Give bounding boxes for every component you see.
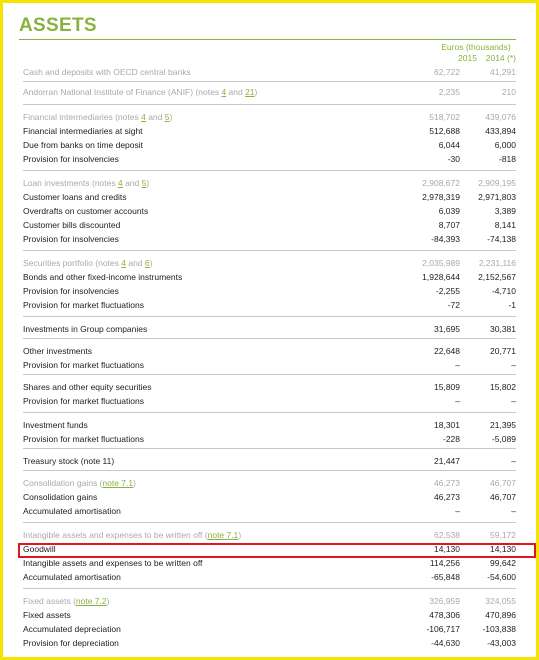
units-label: Euros (thousands): [441, 42, 511, 52]
value-2014: 21,395: [490, 420, 516, 430]
row-label-joiner: and: [126, 258, 145, 268]
value-2015: –: [455, 396, 460, 406]
value-2015: 326,959: [429, 596, 460, 606]
table-row: [23, 125, 516, 138]
section-row: [23, 86, 516, 99]
value-2015: -44,630: [431, 638, 460, 648]
value-2015: -2,255: [435, 286, 460, 296]
table-row: [23, 381, 516, 394]
note-link[interactable]: note 7.2: [75, 596, 107, 606]
title-divider: [19, 39, 516, 40]
value-2014: 3,389: [494, 206, 516, 216]
row-label-text: Cash and deposits with OECD central banks: [23, 67, 191, 77]
table-row: [23, 455, 516, 468]
table-row: [23, 345, 516, 358]
value-2014: 439,076: [485, 112, 516, 122]
row-label: [23, 571, 121, 584]
row-divider: [23, 374, 516, 375]
row-label: [23, 557, 202, 570]
row-divider: [23, 316, 516, 317]
value-2014: -103,838: [482, 624, 516, 634]
row-label-text: Investment funds: [23, 420, 88, 430]
row-divider: [23, 412, 516, 413]
value-2015: 46,273: [434, 492, 460, 502]
value-2014: 433,894: [485, 126, 516, 136]
value-2014: 2,909,195: [478, 178, 516, 188]
row-label: [23, 637, 119, 650]
value-2015: 21,447: [434, 456, 460, 466]
value-2015: 2,235: [438, 87, 460, 97]
value-2014: -818: [498, 154, 516, 164]
table-row: [23, 609, 516, 622]
value-2014: –: [511, 396, 516, 406]
value-2014: –: [511, 360, 516, 370]
table-row: [23, 285, 516, 298]
row-label-text: Provision for insolvencies: [23, 234, 119, 244]
row-label: [23, 609, 71, 622]
row-label-text: Shares and other equity securities: [23, 382, 152, 392]
row-label: [23, 477, 136, 490]
table-row: [23, 571, 516, 584]
value-2014: 46,707: [490, 478, 516, 488]
value-2014: -5,089: [491, 434, 516, 444]
table-row: [23, 153, 516, 166]
value-2014: 41,291: [490, 67, 516, 77]
row-label-text: Accumulated depreciation: [23, 624, 121, 634]
value-2014: 46,707: [490, 492, 516, 502]
table-row: [23, 299, 516, 312]
note-link[interactable]: 4: [121, 258, 127, 268]
value-2014: 59,172: [490, 530, 516, 540]
table-row: [23, 219, 516, 232]
value-2014: 6,000: [494, 140, 516, 150]
table-row: [23, 433, 516, 446]
value-2014: 30,381: [490, 324, 516, 334]
row-label-text: Treasury stock (: [23, 456, 84, 466]
row-label-text: Provision for depreciation: [23, 638, 119, 648]
page-title: ASSETS: [19, 15, 97, 36]
row-label-text: Loan investments (notes: [23, 178, 118, 188]
row-label: [23, 595, 109, 608]
table-row: [23, 505, 516, 518]
row-label-text: Andorran National Institute of Finance (ANIF) (notes: [23, 87, 222, 97]
table-row: [23, 491, 516, 504]
value-2015: -228: [442, 434, 460, 444]
row-label: [23, 359, 144, 372]
value-2015: -65,848: [431, 572, 460, 582]
row-label-joiner: and: [145, 112, 165, 122]
value-2014: 15,802: [490, 382, 516, 392]
value-2015: 478,306: [429, 610, 460, 620]
row-label: [23, 529, 241, 542]
row-label-end: ): [111, 456, 115, 466]
value-2014: 2,152,567: [478, 272, 516, 282]
row-label-joiner: and: [122, 178, 142, 188]
value-2015: 18,301: [434, 420, 460, 430]
note-link[interactable]: 6: [144, 258, 150, 268]
row-label: [23, 419, 88, 432]
row-label-end: ): [106, 596, 110, 606]
value-2015: 512,688: [429, 126, 460, 136]
value-2014: -54,600: [487, 572, 516, 582]
value-2014: 2,971,803: [478, 192, 516, 202]
section-row: [23, 111, 516, 124]
section-row: [23, 595, 516, 608]
value-2015: -30: [447, 154, 460, 164]
value-2014: 2,231,116: [478, 258, 516, 268]
table-row: [23, 623, 516, 636]
row-label: [23, 66, 191, 79]
row-label-text: Fixed assets: [23, 610, 71, 620]
value-2014: –: [511, 456, 516, 466]
value-2014: -43,003: [487, 638, 516, 648]
row-label-text: Provision for market fluctuations: [23, 434, 144, 444]
note-link[interactable]: 4: [141, 112, 146, 122]
value-2015: 22,648: [434, 346, 460, 356]
row-label: [23, 491, 97, 504]
row-label: [23, 139, 143, 152]
section-row: [23, 529, 516, 542]
table-row: [23, 395, 516, 408]
table-row: [23, 637, 516, 650]
row-divider: [23, 470, 516, 471]
row-label-text: Consolidation gains: [23, 492, 98, 502]
table-row: [23, 271, 516, 284]
row-label-text: Fixed assets (: [23, 596, 76, 606]
row-label: [23, 177, 149, 190]
table-row: [23, 205, 516, 218]
value-2015: 2,035,989: [422, 258, 460, 268]
goodwill-highlight-box: [18, 543, 536, 558]
row-label-text: Goodwill: [23, 544, 56, 554]
section-row: [23, 66, 516, 79]
row-label: [23, 125, 143, 138]
row-label-text: Consolidation gains (: [23, 478, 103, 488]
row-label: [23, 433, 144, 446]
row-label: [23, 219, 120, 232]
table-row: [23, 419, 516, 432]
row-label: [23, 345, 92, 358]
value-2015: -72: [447, 300, 460, 310]
value-2015: 46,273: [434, 478, 460, 488]
section-row: [23, 477, 516, 490]
value-2015: 6,044: [438, 140, 460, 150]
value-2014: 14,130: [490, 544, 516, 554]
row-label: [23, 271, 182, 284]
value-2014: 470,896: [485, 610, 516, 620]
table-row: [23, 323, 516, 336]
section-row: [23, 257, 516, 270]
row-label: [23, 505, 121, 518]
value-2015: 2,908,672: [422, 178, 460, 188]
row-label-text: Customer bills discounted: [23, 220, 121, 230]
value-2014: 99,642: [490, 558, 516, 568]
row-label-text: Overdrafts on customer accounts: [23, 206, 149, 216]
row-divider: [23, 338, 516, 339]
note-link[interactable]: 5: [164, 112, 170, 122]
value-2015: 8,707: [438, 220, 460, 230]
value-2014: 8,141: [494, 220, 516, 230]
section-row: [23, 177, 516, 190]
note-link[interactable]: 4: [221, 87, 227, 97]
note-link[interactable]: 21: [245, 87, 255, 97]
value-2015: 62,722: [434, 67, 460, 77]
row-label-text: Accumulated amortisation: [23, 572, 121, 582]
row-label: [23, 455, 114, 468]
value-2015: -106,717: [426, 624, 460, 634]
row-label-end: ): [149, 258, 153, 268]
row-label: [23, 395, 144, 408]
row-label-text: Provision for market fluctuations: [23, 360, 144, 370]
table-row: [23, 191, 516, 204]
row-label: [23, 257, 153, 270]
value-2014: -74,138: [487, 234, 516, 244]
row-label-text: Securities portfolio (notes: [23, 258, 122, 268]
value-2015: 114,256: [429, 558, 460, 568]
row-divider: [23, 104, 516, 105]
row-label-text: Financial intermediaries (notes: [23, 112, 142, 122]
row-label-end: ): [146, 178, 150, 188]
value-2014: 210: [501, 87, 516, 97]
row-label-text: Investments in Group companies: [23, 324, 148, 334]
row-divider: [23, 522, 516, 523]
row-label: [23, 623, 121, 636]
value-2014: -4,710: [491, 286, 516, 296]
year-2014-header: 2014 (*): [485, 53, 516, 63]
column-header: [426, 41, 516, 65]
row-divider: [23, 448, 516, 449]
row-label: [23, 285, 119, 298]
value-2015: 6,039: [438, 206, 460, 216]
value-2015: –: [455, 506, 460, 516]
value-2014: -1: [508, 300, 516, 310]
row-label-text: Provision for insolvencies: [23, 154, 119, 164]
row-label-text: Provision for insolvencies: [23, 286, 119, 296]
row-divider: [23, 250, 516, 251]
row-label: [23, 299, 144, 312]
note-link[interactable]: note 11: [83, 456, 112, 466]
row-label: [23, 233, 119, 246]
row-label-end: ): [133, 478, 136, 488]
note-link[interactable]: 5: [141, 178, 147, 188]
row-label-text: Customer loans and credits: [23, 192, 127, 202]
value-2015: 1,928,644: [422, 272, 460, 282]
value-2015: 14,130: [434, 544, 460, 554]
value-2015: 518,702: [429, 112, 460, 122]
value-2014: 324,055: [485, 596, 516, 606]
row-label: [23, 381, 152, 394]
row-label: [23, 191, 126, 204]
note-link[interactable]: note 7.1: [207, 530, 239, 540]
row-label-end: ): [169, 112, 173, 122]
row-label: [23, 111, 172, 124]
row-divider: [23, 588, 516, 589]
value-2015: -84,393: [431, 234, 460, 244]
value-2015: 2,978,319: [422, 192, 460, 202]
row-label-text: Provision for market fluctuations: [23, 396, 144, 406]
row-label-end: ): [238, 530, 242, 540]
row-label-end: ): [254, 87, 258, 97]
value-2014: –: [511, 506, 516, 516]
row-label: [23, 323, 147, 336]
row-label-text: Due from banks on time deposit: [23, 140, 144, 150]
value-2015: 62,538: [434, 530, 460, 540]
value-2015: –: [455, 360, 460, 370]
value-2014: 20,771: [490, 346, 516, 356]
note-link[interactable]: 4: [117, 178, 123, 188]
table-row: [23, 139, 516, 152]
table-row: [23, 359, 516, 372]
row-divider: [23, 170, 516, 171]
row-label-text: Provision for market fluctuations: [23, 300, 144, 310]
row-label-text: Accumulated amortisation: [23, 506, 121, 516]
row-label: [23, 205, 148, 218]
table-row: [23, 557, 516, 570]
row-label-text: Other investments: [23, 346, 92, 356]
value-2015: 15,809: [434, 382, 460, 392]
year-2015-header: 2015: [458, 53, 477, 63]
row-label-text: Bonds and other fixed-income instruments: [23, 272, 183, 282]
note-link[interactable]: note 7.1: [102, 478, 134, 488]
row-label: [23, 153, 119, 166]
row-label: [23, 86, 257, 99]
value-2015: 31,695: [434, 324, 460, 334]
row-divider: [23, 81, 516, 82]
row-label-joiner: and: [226, 87, 246, 97]
row-label-text: Financial intermediaries at sight: [23, 126, 143, 136]
row-label-text: Intangible assets and expenses to be written off: [23, 558, 203, 568]
row-label-text: Intangible assets and expenses to be written off (: [23, 530, 208, 540]
table-row: [23, 233, 516, 246]
